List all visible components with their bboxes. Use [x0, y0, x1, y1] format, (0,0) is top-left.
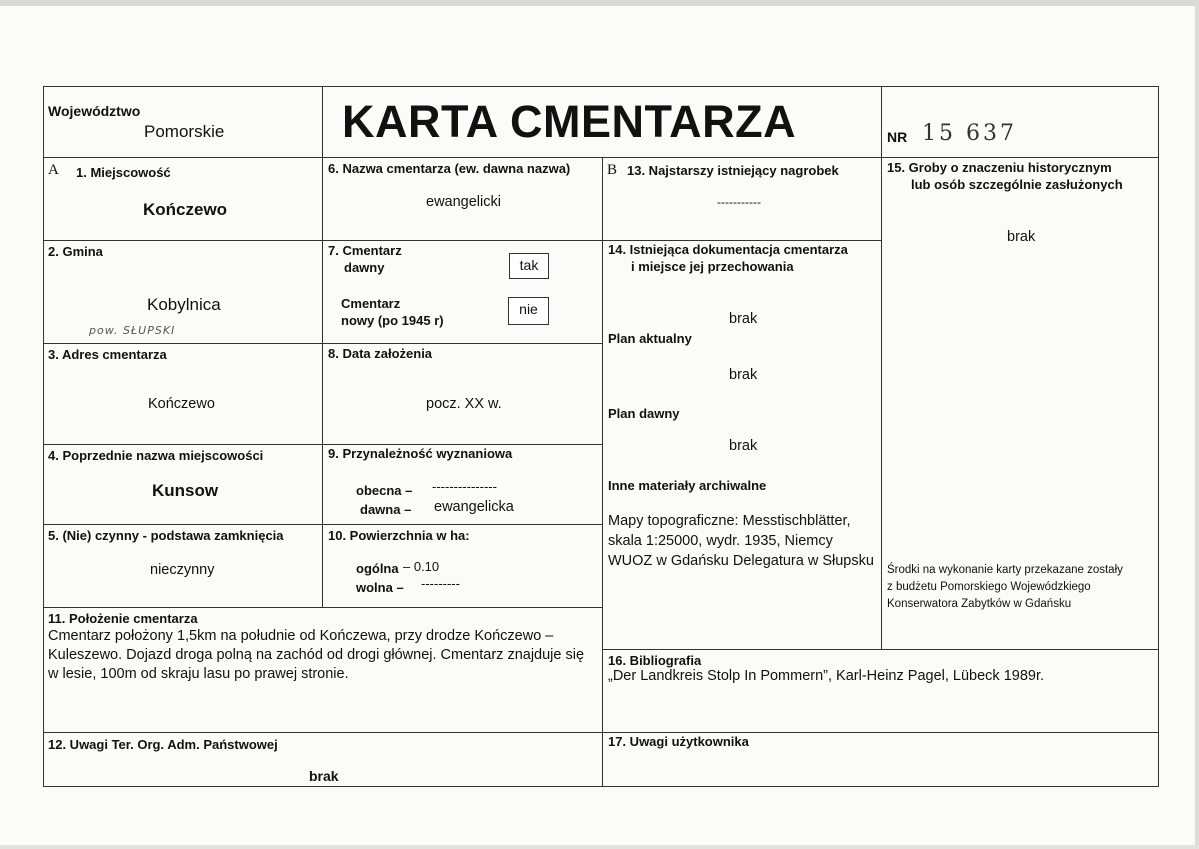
field-14-label: 14. Istniejąca dokumentacja cmentarza [608, 242, 848, 257]
funding-note-line-3: Konserwatora Zabytków w Gdańsku [887, 598, 1072, 610]
field-16-label: 16. Bibliografia [608, 653, 702, 668]
field-15-label-line2: lub osób szczególnie zasłużonych [911, 177, 1123, 192]
plan-old-label: Plan dawny [608, 406, 680, 421]
field-10-total-value: – 0.10 [403, 559, 440, 574]
section-b-letter: B [607, 162, 618, 178]
field-10-free-value: --------- [421, 576, 460, 591]
scan-edge-bottom [0, 845, 1199, 849]
nr-label: NR [887, 129, 908, 145]
field-15-value: brak [1007, 229, 1036, 245]
field-10-label: 10. Powierzchnia w ha: [328, 528, 470, 543]
plan-current-label: Plan aktualny [608, 331, 692, 346]
field-5-label: 5. (Nie) czynny - podstawa zamknięcia [48, 528, 284, 543]
field-14-value: brak [729, 311, 758, 327]
field-11-line-1: Cmentarz położony 1,5km na południe od Kończewa, przy drodze Kończewo – [48, 628, 554, 644]
section-a-letter: A [48, 162, 59, 178]
field-5-value: nieczynny [150, 562, 215, 578]
field-6-value: ewangelicki [426, 194, 501, 210]
field-4-value: Kunsow [152, 481, 219, 500]
field-1-label: 1. Miejscowość [76, 165, 171, 180]
field-3-value: Kończewo [148, 396, 215, 412]
field-2-value: Kobylnica [147, 295, 221, 314]
field-8-label: 8. Data założenia [328, 346, 433, 361]
field-12-label: 12. Uwagi Ter. Org. Adm. Państwowej [48, 737, 278, 752]
other-materials-line-1: Mapy topograficzne: Messtischblätter, [608, 513, 851, 529]
field-7-old-box: tak [509, 253, 549, 279]
field-7-label-new-line2: nowy (po 1945 r) [341, 313, 444, 328]
field-9-former-label: dawna – [360, 502, 412, 517]
field-16-value: „Der Landkreis Stolp In Pommern”, Karl-Heinz Pagel, Lübeck 1989r. [608, 668, 1045, 684]
voivodeship-value: Pomorskie [144, 122, 225, 141]
field-6-label: 6. Nazwa cmentarza (ew. dawna nazwa) [328, 161, 571, 176]
field-9-current-value: --------------- [432, 479, 497, 494]
field-7-label: 7. Cmentarz [328, 243, 402, 258]
field-10-total-label: ogólna [356, 561, 399, 576]
voivodeship-label: Województwo [48, 103, 141, 119]
field-14-label-line2: i miejsce jej przechowania [631, 259, 794, 274]
page-title: KARTA CMENTARZA [342, 96, 797, 147]
plan-old-value: brak [729, 438, 758, 454]
field-9-current-label: obecna – [356, 483, 413, 498]
field-12-value: brak [309, 768, 339, 784]
field-2-handnote: pow. SŁUPSKI [89, 324, 176, 337]
field-11-line-3: w lesie, 100m od skraju lasu po prawej stronie. [48, 666, 349, 682]
other-materials-line-3: WUOZ w Gdańsku Delegatura w Słupsku [608, 553, 874, 569]
field-7-label-old: dawny [344, 260, 385, 275]
field-9-label: 9. Przynależność wyznaniowa [328, 446, 513, 461]
funding-note-line-2: z budżetu Pomorskiego Wojewódzkiego [887, 581, 1091, 593]
field-13-label: 13. Najstarszy istniejący nagrobek [627, 163, 839, 178]
field-2-label: 2. Gmina [48, 244, 103, 259]
field-10-free-label: wolna – [356, 580, 404, 595]
field-4-label: 4. Poprzednie nazwa miejscowości [48, 448, 264, 463]
plan-current-value: brak [729, 367, 758, 383]
field-7-new-box: nie [508, 297, 549, 325]
field-7-label-new: Cmentarz [341, 296, 401, 311]
field-1-value: Kończewo [143, 200, 228, 219]
nr-handwritten-value: 15 637 [922, 121, 1017, 146]
other-materials-label: Inne materiały archiwalne [608, 478, 767, 493]
field-17-label: 17. Uwagi użytkownika [608, 734, 749, 749]
field-11-label: 11. Położenie cmentarza [48, 611, 198, 626]
field-13-value: ----------- [717, 195, 761, 209]
funding-note-line-1: Środki na wykonanie karty przekazane zostały [887, 564, 1123, 576]
field-8-value: pocz. XX w. [426, 396, 502, 412]
other-materials-line-2: skala 1:25000, wydr. 1935, Niemcy [608, 533, 833, 549]
scan-edge-right [1195, 0, 1199, 849]
field-9-former-value: ewangelicka [434, 499, 514, 515]
scan-edge-top [0, 0, 1199, 6]
field-11-line-2: Kuleszewo. Dojazd droga polną na zachód od drogi głównej. Cmentarz znajduje się [48, 647, 585, 663]
field-3-label: 3. Adres cmentarza [48, 347, 167, 362]
field-15-label: 15. Groby o znaczeniu historycznym [887, 160, 1112, 175]
